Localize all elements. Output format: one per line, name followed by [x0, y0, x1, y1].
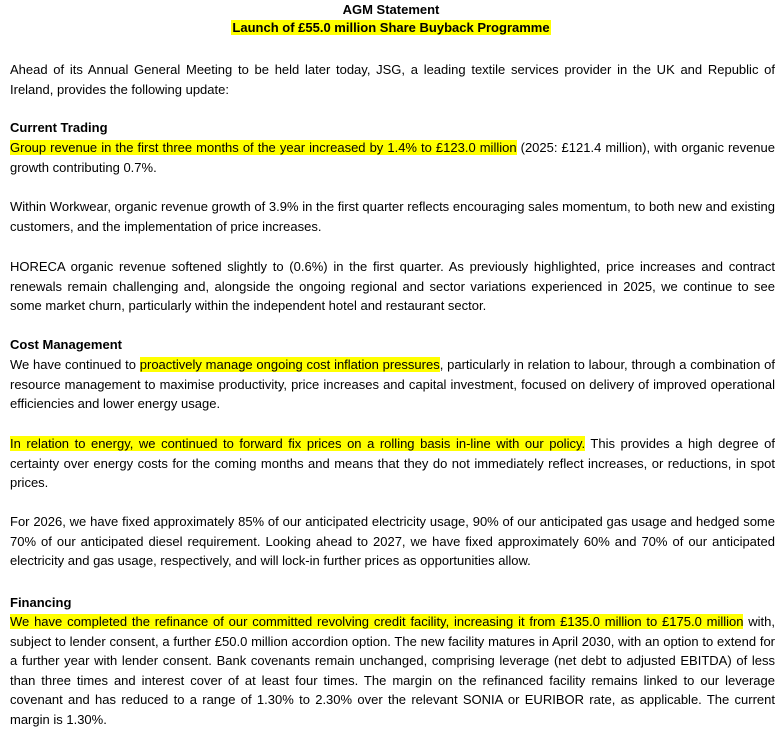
current-trading-paragraph-3: HORECA organic revenue softened slightly to (0.6%) in the first quarter. As previously highlighted, price increases and contract renewals remain challenging and, alongside the ongoing regional and sector variations experienced in 2025, we continue to see some market churn, particularly within the independent hotel and restaurant sector.: [10, 259, 775, 314]
cost-management-paragraph-3: For 2026, we have fixed approximately 85% of our anticipated electricity usage, 90% of our anticipated gas usage and hedged some 70% of our anticipated diesel requirement. Looking ahead to 2027, we have fixed approximately 60% and 70% of our anticipated electricity and gas usage, respectively, and will lock-in further prices as opportunities allow.: [10, 514, 775, 569]
cost-highlight: proactively manage ongoing cost inflation pressures: [139, 357, 440, 372]
energy-text: This provides a high degree of certainty over energy costs for the coming months and means that they do not immediately reflect increases, or reductions, in spot prices.: [10, 436, 775, 491]
document-title: AGM Statement: [342, 2, 440, 17]
intro-paragraph: Ahead of its Annual General Meeting to be held later today, JSG, a leading textile services provider in the UK and Republic of Ireland, provides the following update:: [10, 62, 775, 97]
subtitle-highlight: Launch of £55.0 million Share Buyback Programme: [232, 20, 550, 35]
cost-text-pre: We have continued to: [10, 357, 140, 372]
refinance-text: with, subject to lender consent, a further £50.0 million accordion option. The new facility matures in April 2030, with an option to extend for a further year with lender consent. Bank covenants remain unchanged, comprising leverage (net debt to adjusted EBITDA) of less than three times and interest cover of at least four times. The margin on the refinanced facility remains linked to our leverage covenant and has reduced to a range of 1.30% to 2.30% over the relevant SONIA or EURIBOR rate, as applicable. The current margin is 1.30%.: [10, 614, 775, 727]
cost-management-paragraph-2: [10, 434, 775, 493]
energy-highlight: In relation to energy, we continued to forward fix prices on a rolling basis in-line with our policy.: [10, 436, 586, 451]
revenue-highlight: Group revenue in the first three months of the year increased by 1.4% to £123.0 million: [10, 140, 517, 155]
current-trading-paragraph-2: Within Workwear, organic revenue growth of 3.9% in the first quarter reflects encouraging sales momentum, to both new and existing customers, and the implementation of price increases.: [10, 199, 775, 234]
revenue-text: (2025: £121.4 million), with organic revenue growth contributing 0.7%.: [10, 140, 775, 175]
financing-heading: Financing: [10, 595, 72, 610]
cost-text-rest: , particularly in relation to labour, through a combination of resource management to maximise productivity, price increases and capital investment, focused on delivery of improved operational efficiencies and lower energy usage.: [10, 357, 776, 412]
cost-management-heading: Cost Management: [10, 337, 122, 352]
refinance-highlight: We have completed the refinance of our committed revolving credit facility, increasing it from £135.0 million to £175.0 million: [10, 614, 744, 629]
cost-management-paragraph-1: [10, 355, 775, 414]
document-subtitle: [0, 19, 782, 37]
current-trading-paragraph-1: [10, 138, 775, 177]
current-trading-heading: Current Trading: [10, 120, 108, 135]
financing-paragraph-1: [10, 612, 775, 730]
